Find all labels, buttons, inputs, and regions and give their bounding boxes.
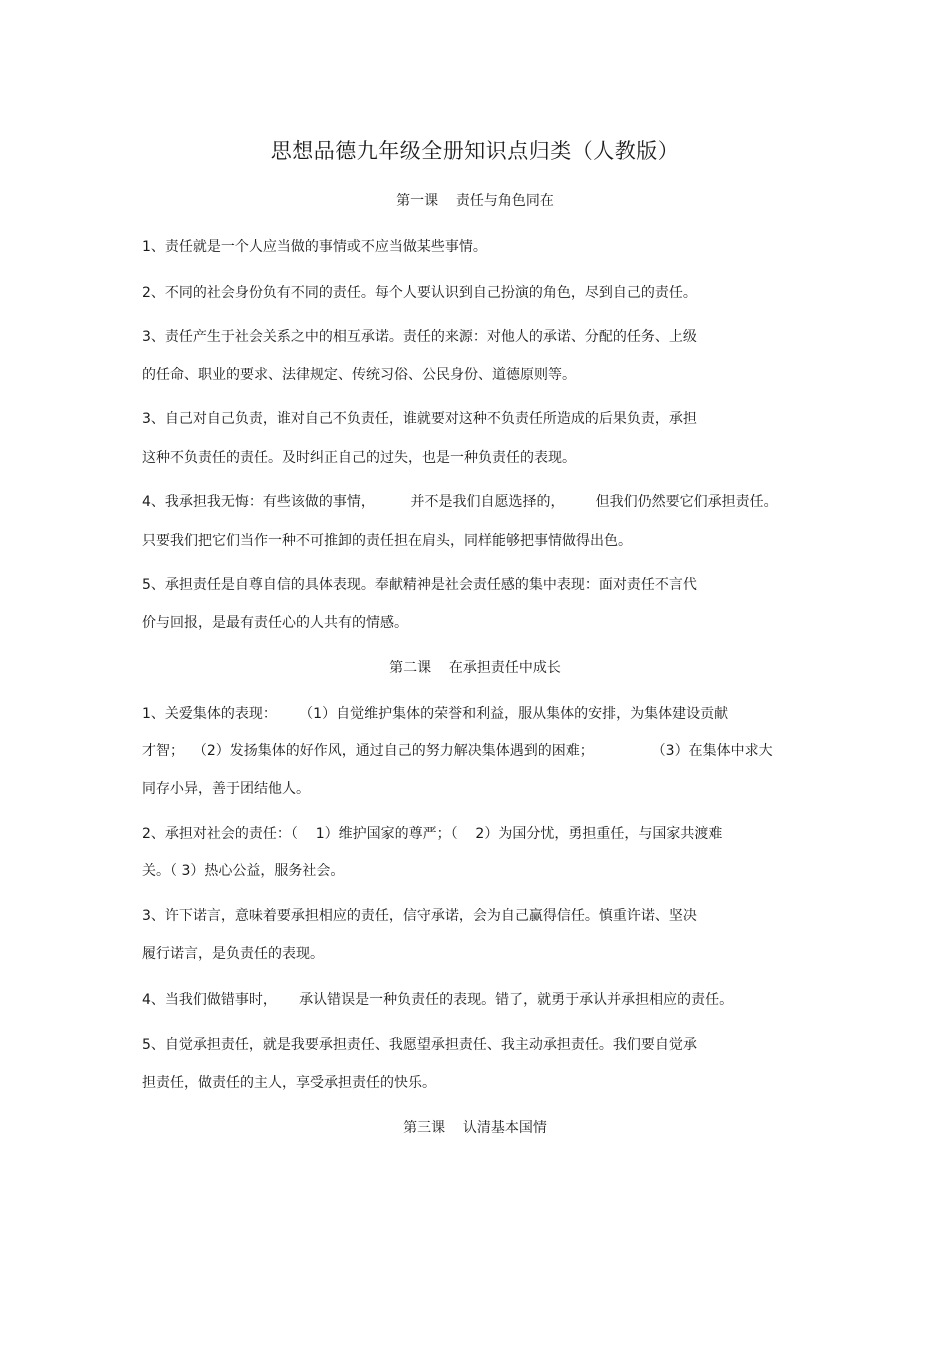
- lesson-2-item-4: 4、当我们做错事时， 承认错误是一种负责任的表现。错了，就勇于承认并承担相应的责任。: [142, 992, 734, 1008]
- lesson-2-item-3-line-1: 3、许下诺言，意味着要承担相应的责任，信守承诺，会为自己赢得信任。慎重许诺、坚决: [142, 908, 697, 924]
- lesson-1-item-2: 2、不同的社会身份负有不同的责任。每个人要认识到自己扮演的角色，尽到自己的责任。: [142, 285, 697, 301]
- lesson-1-heading: 第一课 责任与角色同在: [396, 193, 554, 209]
- lesson-1-item-5-line-1: 4、我承担我无悔：有些该做的事情， 并不是我们自愿选择的， 但我们仍然要它们承担责任。: [142, 494, 778, 510]
- lesson-2-item-5-line-1: 5、自觉承担责任，就是我要承担责任、我愿望承担责任、我主动承担责任。我们要自觉承: [142, 1037, 697, 1053]
- lesson-1-item-3-line-2: 的任命、职业的要求、法律规定、传统习俗、公民身份、道德原则等。: [142, 367, 576, 383]
- lesson-3-heading: 第三课 认清基本国情: [403, 1120, 547, 1136]
- lesson-1-item-6-line-2: 价与回报，是最有责任心的人共有的情感。: [142, 615, 408, 631]
- lesson-2-item-3-line-2: 履行诺言，是负责任的表现。: [142, 946, 324, 962]
- lesson-2-item-2-line-2: 关。（ 3）热心公益，服务社会。: [142, 863, 345, 879]
- lesson-1-item-4-line-1: 3、自己对自己负责，谁对自己不负责任，谁就要对这种不负责任所造成的后果负责，承担: [142, 411, 697, 427]
- lesson-2-item-1-line-1: 1、关爱集体的表现： （1）自觉维护集体的荣誉和利益，服从集体的安排，为集体建设贡献: [142, 706, 729, 722]
- lesson-2-item-2-line-1: 2、承担对社会的责任：（ 1）维护国家的尊严；（ 2）为国分忧，勇担重任，与国家共渡难: [142, 826, 723, 842]
- lesson-2-heading: 第二课 在承担责任中成长: [389, 660, 561, 676]
- lesson-1-item-4-line-2: 这种不负责任的责任。及时纠正自己的过失，也是一种负责任的表现。: [142, 450, 576, 466]
- document-title: 思想品德九年级全册知识点归类（人教版）: [270, 139, 680, 163]
- lesson-1-item-1: 1、责任就是一个人应当做的事情或不应当做某些事情。: [142, 239, 487, 255]
- lesson-2-item-5-line-2: 担责任，做责任的主人，享受承担责任的快乐。: [142, 1075, 436, 1091]
- lesson-1-item-5-line-2: 只要我们把它们当作一种不可推卸的责任担在肩头，同样能够把事情做得出色。: [142, 533, 632, 549]
- lesson-1-item-3-line-1: 3、责任产生于社会关系之中的相互承诺。责任的来源：对他人的承诺、分配的任务、上级: [142, 329, 697, 345]
- lesson-1-item-6-line-1: 5、承担责任是自尊自信的具体表现。奉献精神是社会责任感的集中表现：面对责任不言代: [142, 577, 697, 593]
- lesson-2-item-1-line-2: 才智； （2）发扬集体的好作风，通过自己的努力解决集体遇到的困难； （3）在集体中求大: [142, 743, 773, 759]
- lesson-2-item-1-line-3: 同存小异，善于团结他人。: [142, 781, 310, 797]
